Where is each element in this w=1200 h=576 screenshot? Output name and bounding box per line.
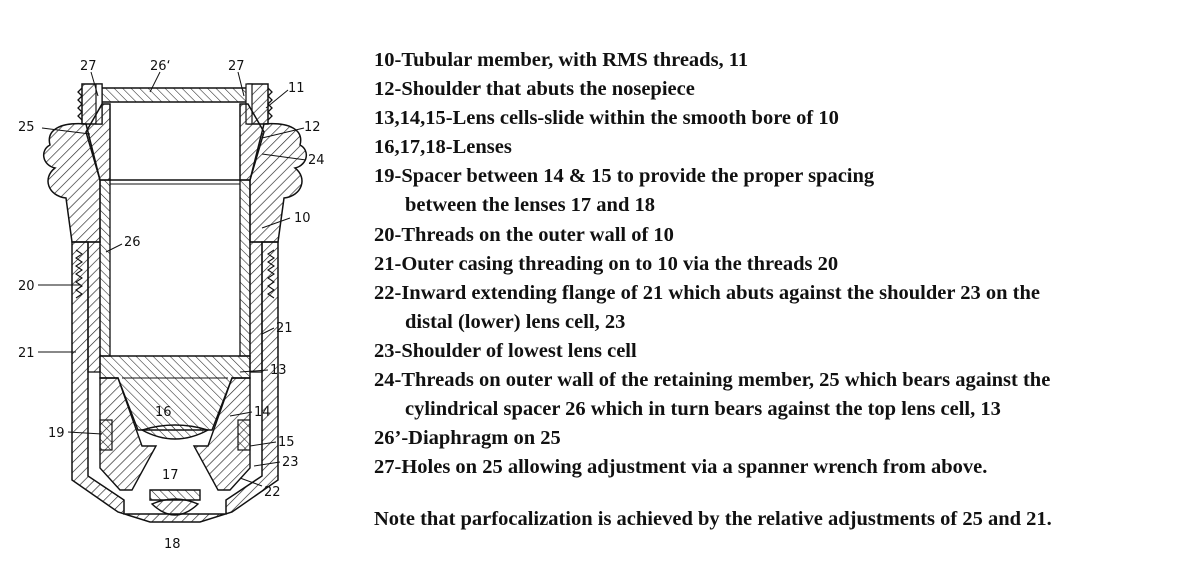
part-legend (374, 46, 1194, 482)
lens-18 (152, 499, 198, 515)
legend-line-continuation: distal (lower) lens cell, 23 (405, 310, 626, 333)
legend-line: 21-Outer casing threading on to 10 via the threads 20 (374, 252, 839, 275)
callout-21-right: 21 (276, 321, 293, 336)
tube-wall-right (250, 242, 262, 372)
legend-line: 26’-Diaphragm on 25 (374, 427, 561, 450)
callout-17: 17 (162, 468, 179, 483)
legend-line: 22-Inward extending flange of 21 which abuts against the shoulder 23 on the (374, 281, 1040, 304)
legend-line-continuation: between the lenses 17 and 18 (405, 194, 655, 217)
callout-16: 16 (155, 405, 172, 420)
legend-line: 13,14,15-Lens cells-slide within the smooth bore of 10 (374, 107, 839, 130)
callout-27-right: 27 (228, 59, 245, 74)
callout-26-prime: 26‘ (150, 59, 171, 74)
legend-line: 19-Spacer between 14 & 15 to provide the proper spacing (374, 165, 875, 188)
callout-20: 20 (18, 279, 35, 294)
legend-line: 12-Shoulder that abuts the nosepiece (374, 78, 695, 101)
legend-line: 10-Tubular member, with RMS threads, 11 (374, 49, 749, 71)
callout-13: 13 (270, 363, 287, 378)
callout-10: 10 (294, 211, 311, 226)
parfocalization-note: Note that parfocalization is achieved by the relative adjustments of 25 and 21. (374, 508, 1052, 530)
callout-18: 18 (164, 537, 181, 552)
callout-11: 11 (288, 81, 305, 96)
callout-14: 14 (254, 405, 271, 420)
callout-24: 24 (308, 153, 325, 168)
spacer-19-left (100, 420, 112, 450)
objective-cross-section-drawing (0, 0, 360, 576)
callout-22: 22 (264, 485, 281, 500)
callout-27-left: 27 (80, 59, 97, 74)
callout-21-left: 21 (18, 346, 35, 361)
callout-26: 26 (124, 235, 141, 250)
cylindrical-spacer-left (100, 180, 110, 356)
legend-line: 20-Threads on the outer wall of 10 (374, 223, 674, 246)
shoulder-body (44, 124, 307, 242)
callout-15: 15 (278, 435, 295, 450)
cylindrical-spacer-right (240, 180, 250, 356)
legend-line-continuation: cylindrical spacer 26 which in turn bears against the top lens cell, 13 (405, 398, 1001, 421)
lens-16 (142, 425, 208, 439)
tube-wall-left (88, 242, 100, 372)
callout-23: 23 (282, 455, 299, 470)
legend-line: 27-Holes on 25 allowing adjustment via a spanner wrench from above. (374, 456, 988, 479)
legend-line: 24-Threads on outer wall of the retaining member, 25 which bears against the (374, 369, 1051, 392)
legend-line: 23-Shoulder of lowest lens cell (374, 339, 637, 362)
callout-19: 19 (48, 426, 65, 441)
spacer-19-right (238, 420, 250, 450)
diaphragm (100, 88, 250, 102)
legend-line: 16,17,18-Lenses (374, 136, 512, 159)
callout-12: 12 (304, 120, 321, 135)
callout-25: 25 (18, 120, 35, 135)
